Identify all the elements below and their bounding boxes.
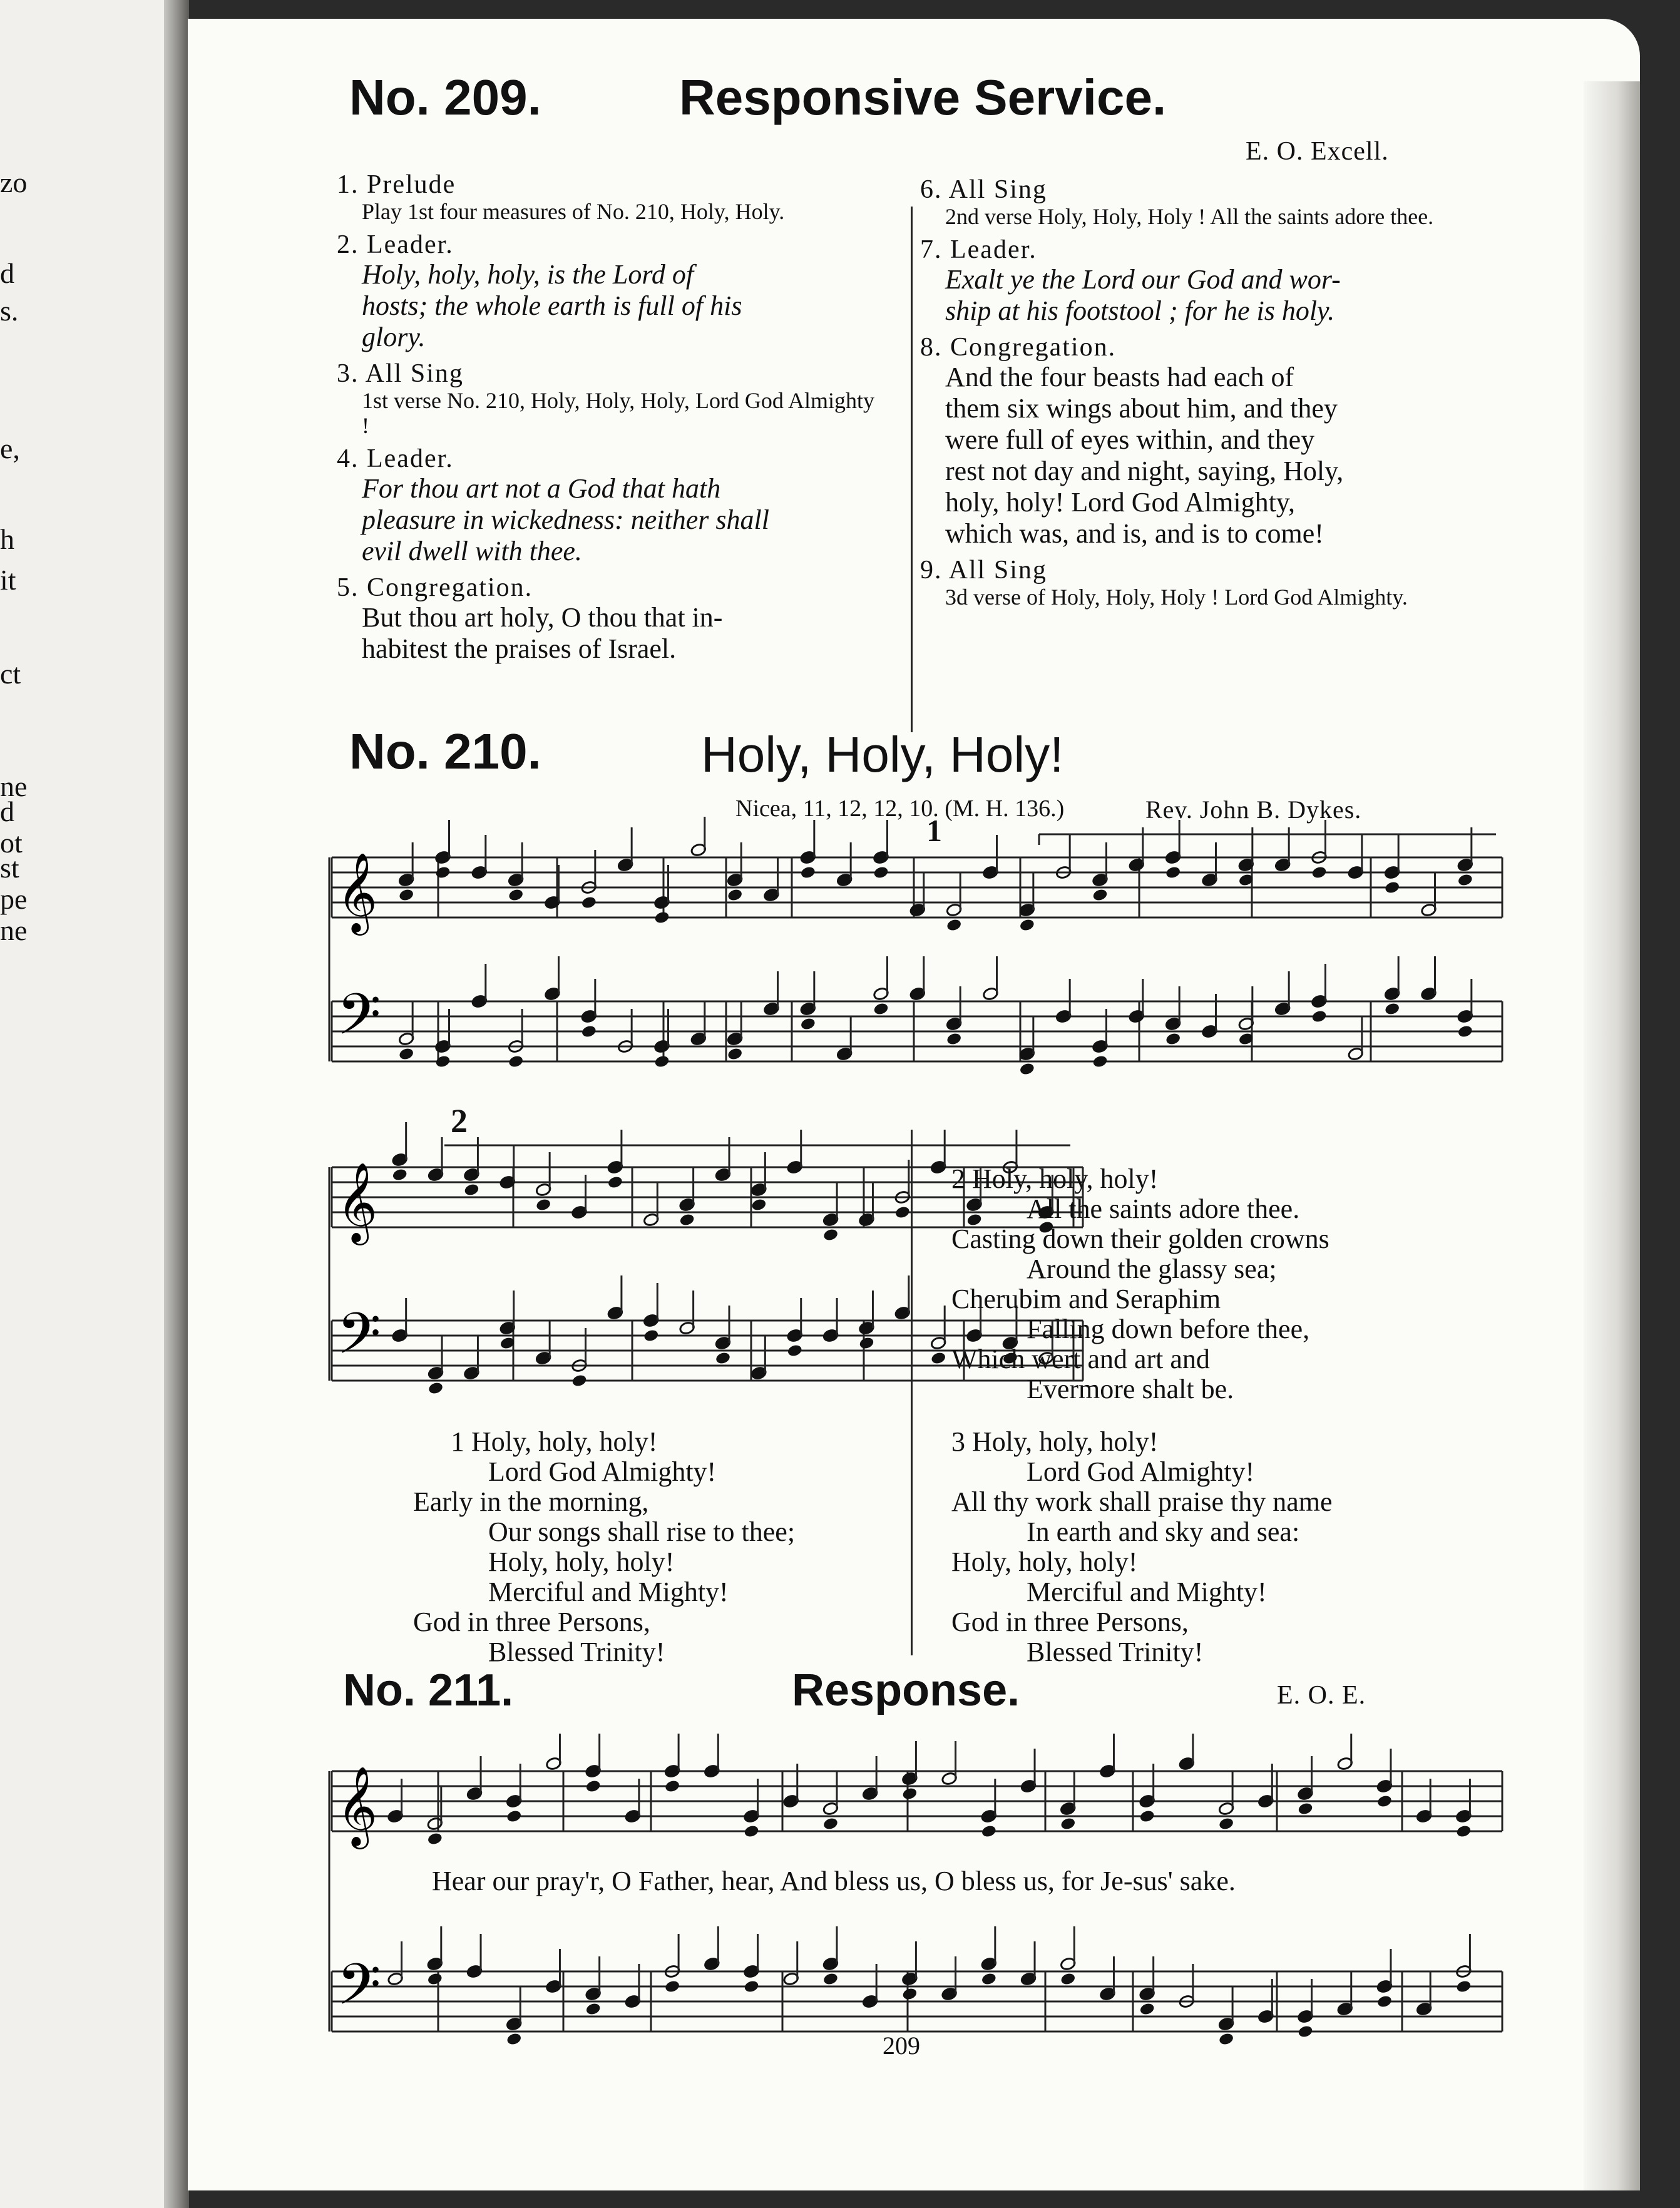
hymn-211-lyric: Hear our pray'r, O Father, hear, And bless us, O bless us, for Je-sus' sake. [432,1866,1236,1896]
service-item-note: 1st verse No. 210, Holy, Holy, Holy, Lord God Almighty ! [362,388,874,438]
verse-line: Merciful and Mighty! [488,1577,729,1607]
service-item-line: were full of eyes within, and they [945,424,1315,455]
hymn-209-number: No. 209. [349,69,541,125]
verse-line: Lord God Almighty! [488,1456,717,1487]
service-item-line: For thou art not a God that hath [362,473,721,504]
service-item-line: which was, and is, and is to come! [945,518,1324,549]
bass-staff [332,956,1502,1076]
left-page-fragment: ne [0,770,28,802]
service-item-line: rest not day and night, saying, Holy, [945,456,1344,486]
left-page-edge [0,0,182,2208]
verse-line: Cherubim and Seraphim [951,1284,1221,1314]
left-page-fragment: ct [0,658,21,690]
service-item [920,333,1640,549]
left-page-fragment: pe [0,883,28,915]
service-item [920,235,1640,327]
service-item-line: pleasure in wickedness: neither shall [362,504,769,535]
left-page-fragment: d [0,795,14,827]
column-divider [911,207,913,732]
svg-text:𝄞: 𝄞 [337,1766,378,1846]
service-item-line: ship at his footstool ; for he is holy. [945,295,1335,326]
service-item-line: hosts; the whole earth is full of his [362,290,742,321]
service-item-line: Holy, holy, holy, is the Lord of [362,259,694,290]
hymn-210-tune: Nicea, 11, 12, 12, 10. (M. H. 136.) [735,795,1065,822]
left-page-fragment: d [0,257,14,289]
service-item-note: Play 1st four measures of No. 210, Holy, Holy. [362,199,785,224]
verse-line: Around the glassy sea; [1027,1254,1277,1284]
service-item-note: 3d verse of Holy, Holy, Holy ! Lord God Almighty. [945,585,1408,610]
book-gutter [164,0,189,2208]
responsive-service-right-column [920,169,1640,610]
response-bass-staff [332,1926,1502,2046]
left-page-fragment: st [0,852,19,884]
service-item-heading: 6. All Sing [920,175,1047,204]
service-item-heading: 1. Prelude [337,170,456,199]
service-item-heading: 5. Congregation. [337,573,533,602]
verse-line: Falling down before thee, [1027,1314,1310,1344]
service-item-heading: 4. Leader. [337,444,454,473]
verse-line: Our songs shall rise to thee; [488,1516,796,1547]
service-item-line: Exalt ye the Lord our God and wor- [945,264,1341,295]
hymn-209-title: Responsive Service. [679,69,1167,125]
service-item-heading: 3. All Sing [337,359,464,388]
service-item-line: glory. [362,322,426,352]
verse-line: Casting down their golden crowns [951,1224,1329,1254]
service-item-heading: 8. Congregation. [920,333,1117,362]
verse-line: 2 Holy, holy, holy! [951,1163,1159,1194]
left-page-fragment: ne [0,914,28,946]
hymn-210-score-system-1 [325,817,1515,1092]
service-item [920,175,1640,229]
verse-line: Early in the morning, [413,1486,649,1517]
hymn-209-author: E. O. Excell. [1246,137,1389,166]
service-item-heading: 7. Leader. [920,235,1037,264]
svg-text:𝄞: 𝄞 [337,1162,378,1242]
svg-text:𝄢: 𝄢 [337,981,381,1061]
verse-line: Blessed Trinity! [1027,1637,1204,1667]
verse-line: Blessed Trinity! [488,1637,665,1667]
svg-text:𝄢: 𝄢 [337,1301,381,1381]
svg-text:𝄞: 𝄞 [337,852,378,932]
left-page-fragment: it [0,564,16,596]
left-page-fragment: s. [0,295,19,327]
verse-line: Lord God Almighty! [1027,1456,1255,1487]
left-page-fragment: e, [0,432,20,464]
column-divider-2 [911,1130,913,1655]
verse-line: Which wert and art and [951,1344,1210,1374]
hymnal-page [188,19,1640,2190]
hymn-210-number: No. 210. [349,723,541,779]
second-ending-label: 2 [451,1102,468,1140]
verse-line: Merciful and Mighty! [1027,1577,1267,1607]
left-page-fragment: zo [0,166,28,198]
verse-line: God in three Persons, [413,1607,650,1637]
service-item-line: holy, holy! Lord God Almighty, [945,487,1295,518]
service-item-heading: 9. All Sing [920,556,1047,585]
first-ending-label: 1 [926,813,942,848]
verse-line: 3 Holy, holy, holy! [951,1426,1159,1457]
left-page-fragment: ot [0,827,23,859]
hymn-210-author: Rev. John B. Dykes. [1145,795,1362,824]
service-item-line: them six wings about him, and they [945,393,1338,424]
verse-line: Evermore shalt be. [1027,1374,1234,1404]
service-item-line: habitest the praises of Israel. [362,633,677,664]
verse-line: Holy, holy, holy! [951,1546,1138,1577]
hymn-211-number: No. 211. [343,1665,514,1715]
hymn-210-verse-3 [951,1427,1333,1667]
hymn-210-verse-2 [951,1164,1329,1404]
hymn-210-title: Holy, Holy, Holy! [701,727,1064,782]
service-item-line: evil dwell with thee. [362,536,582,566]
service-item-line: And the four beasts had each of [945,362,1294,392]
verse-line: God in three Persons, [951,1607,1189,1637]
verse-line: All thy work shall praise thy name [951,1486,1333,1517]
hymn-211-author: E. O. E. [1277,1681,1366,1710]
verse-line: 1 Holy, holy, holy! [451,1426,658,1457]
verse-line: Holy, holy, holy! [488,1546,675,1577]
page-number: 209 [883,2032,920,2060]
verse-line: In earth and sky and sea: [1027,1516,1300,1547]
service-item-note: 2nd verse Holy, Holy, Holy ! All the saints adore thee. [945,204,1434,229]
response-treble-staff [332,1734,1502,1849]
service-item-line: But thou art holy, O thou that in- [362,602,723,633]
hymn-210-verse-1 [413,1427,795,1667]
left-page-fragment: h [0,523,14,555]
service-item-heading: 2. Leader. [337,230,454,259]
hymn-211-title: Response. [792,1665,1020,1715]
service-item [920,556,1640,610]
svg-text:𝄢: 𝄢 [337,1951,381,2032]
verse-line: All the saints adore thee. [1027,1193,1300,1224]
